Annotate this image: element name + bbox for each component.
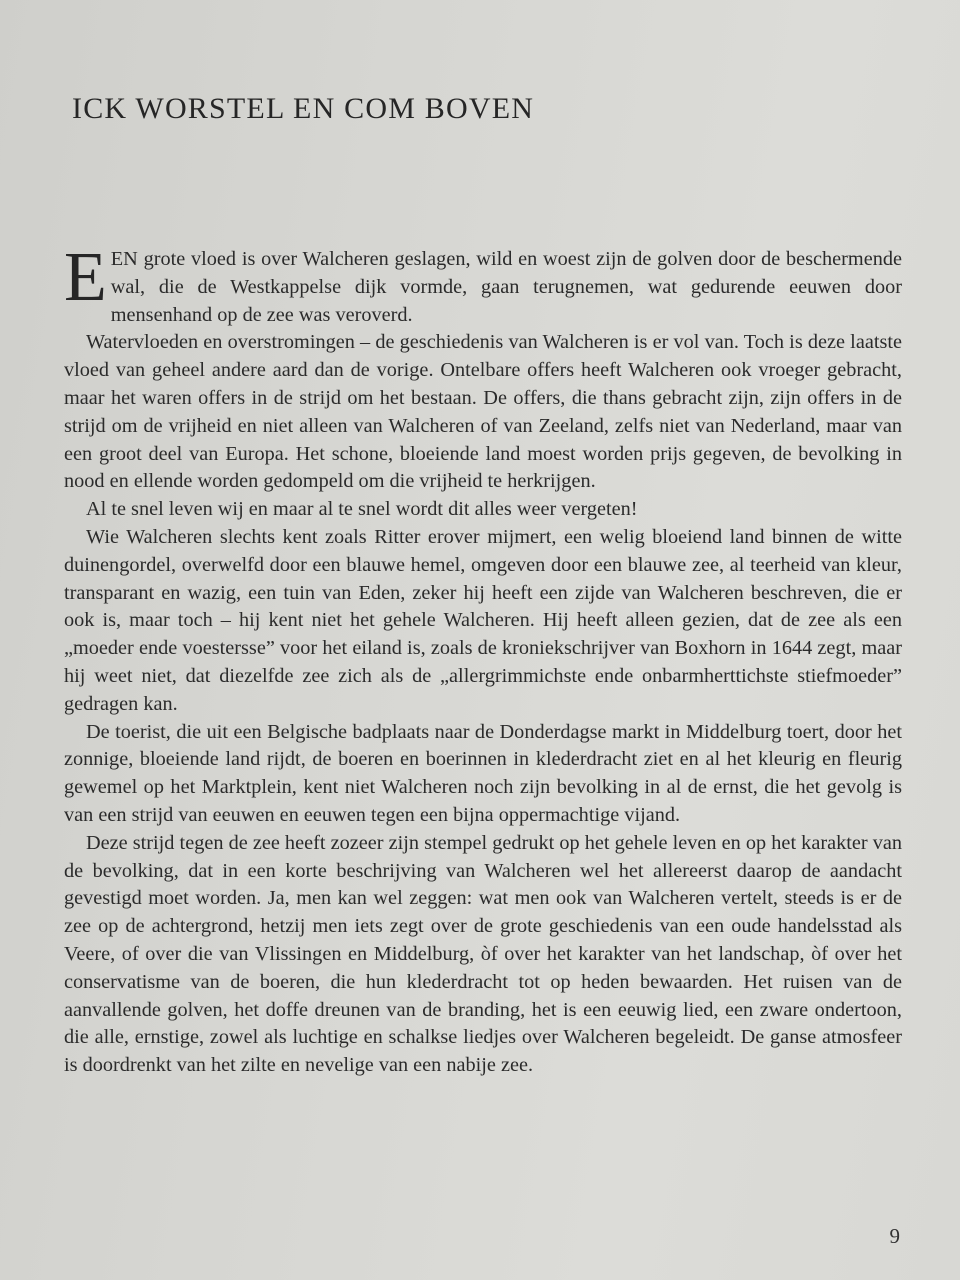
paragraph-2: Watervloeden en overstromingen – de geschiedenis van Walcheren is er vol van. Toch is deze laatste vloed van geheel andere aard dan de vorige. Ontelbare offers heeft Walcheren ook vroeger gebracht, maar het waren offers in de strijd om het bestaan. De offers, die thans gebracht zijn, zijn offers in de strijd om de vrijheid en niet alleen van Walcheren of van Zeeland, zelfs niet van Nederland, maar van een groot deel van Europa. Het schone, bloeiende land moest worden prijs gegeven, de bevolking in nood en ellende worden gedompeld om die vrijheid te herkrijgen. — [64, 331, 902, 493]
body-text — [64, 239, 902, 1080]
paragraph-1 — [64, 239, 902, 329]
paragraph-5: De toerist, die uit een Belgische badplaats naar de Donderdagse markt in Middelburg toert, door het zonnige, bloeiende land rijdt, de boeren en boerinnen in klederdracht ziet en al het kleurig en fleurig gewemel op het Marktplein, kent niet Walcheren noch zijn bevolking in al de ernst, die het gevolg is van een strijd van eeuwen en eeuwen tegen een bijna oppermachtige vijand. — [64, 720, 902, 826]
page-number: 9 — [889, 1224, 900, 1248]
paragraph-6: Deze strijd tegen de zee heeft zozeer zijn stempel gedrukt op het gehele leven en op het karakter van de bevolking, dat in een korte beschrijving van Walcheren wel het allereerst daarop de aandacht gevestigd moet worden. Ja, men kan wel zeggen: wat men ook van Walcheren vertelt, steeds is er de zee op de achtergrond, hetzij men iets zegt over de grote geschiedenis van een oude handelsstad als Veere, of over die van Vlissingen en Middelburg, òf over het karakter van het landschap, òf over het conservatisme van de boeren, die hun klederdracht tot op heden bewaarden. Het ruisen van de aanvallende golven, het doffe dreunen van de branding, het is een eeuwig lied, een zware ondertoon, die alle, ernstige, zowel als luchtige en schalkse liedjes over Walcheren begeleidt. De ganse atmosfeer is doordrenkt van het zilte en nevelige van een nabije zee. — [64, 831, 902, 1077]
paragraph-4: Wie Walcheren slechts kent zoals Ritter erover mijmert, een welig bloeiend land binnen de witte duinengordel, overwelfd door een blauwe hemel, omgeven door een blauwe zee, al teerheid van kleur, transparant en wazig, een tuin van Eden, zeker hij heeft een zijde van Walcheren beschreven, die er ook is, maar toch – hij kent niet het gehele Walcheren. Hij heeft alleen gezien, dat de zee als een „moeder ende voestersse” voor het eiland is, zoals de kroniekschrijver van Boxhorn in 1644 zegt, maar hij weet niet, dat diezelfde zee zich als de „allergrimmichste ende onbarmherttichste stiefmoeder” gedragen kan. — [64, 525, 902, 715]
drop-cap: E — [64, 239, 107, 316]
paragraph-1-text: EN grote vloed is over Walcheren geslagen, wild en woest zijn de golven door de beschermende wal, die de Westkappelse dijk vormde, gaan terugnemen, wat gedurende eeuwen door mensenhand op de zee was veroverd. — [110, 248, 902, 326]
paragraph-3: Al te snel leven wij en maar al te snel wordt dit alles weer vergeten! — [86, 498, 638, 521]
chapter-title: ICK WORSTEL EN COM BOVEN — [72, 92, 535, 125]
